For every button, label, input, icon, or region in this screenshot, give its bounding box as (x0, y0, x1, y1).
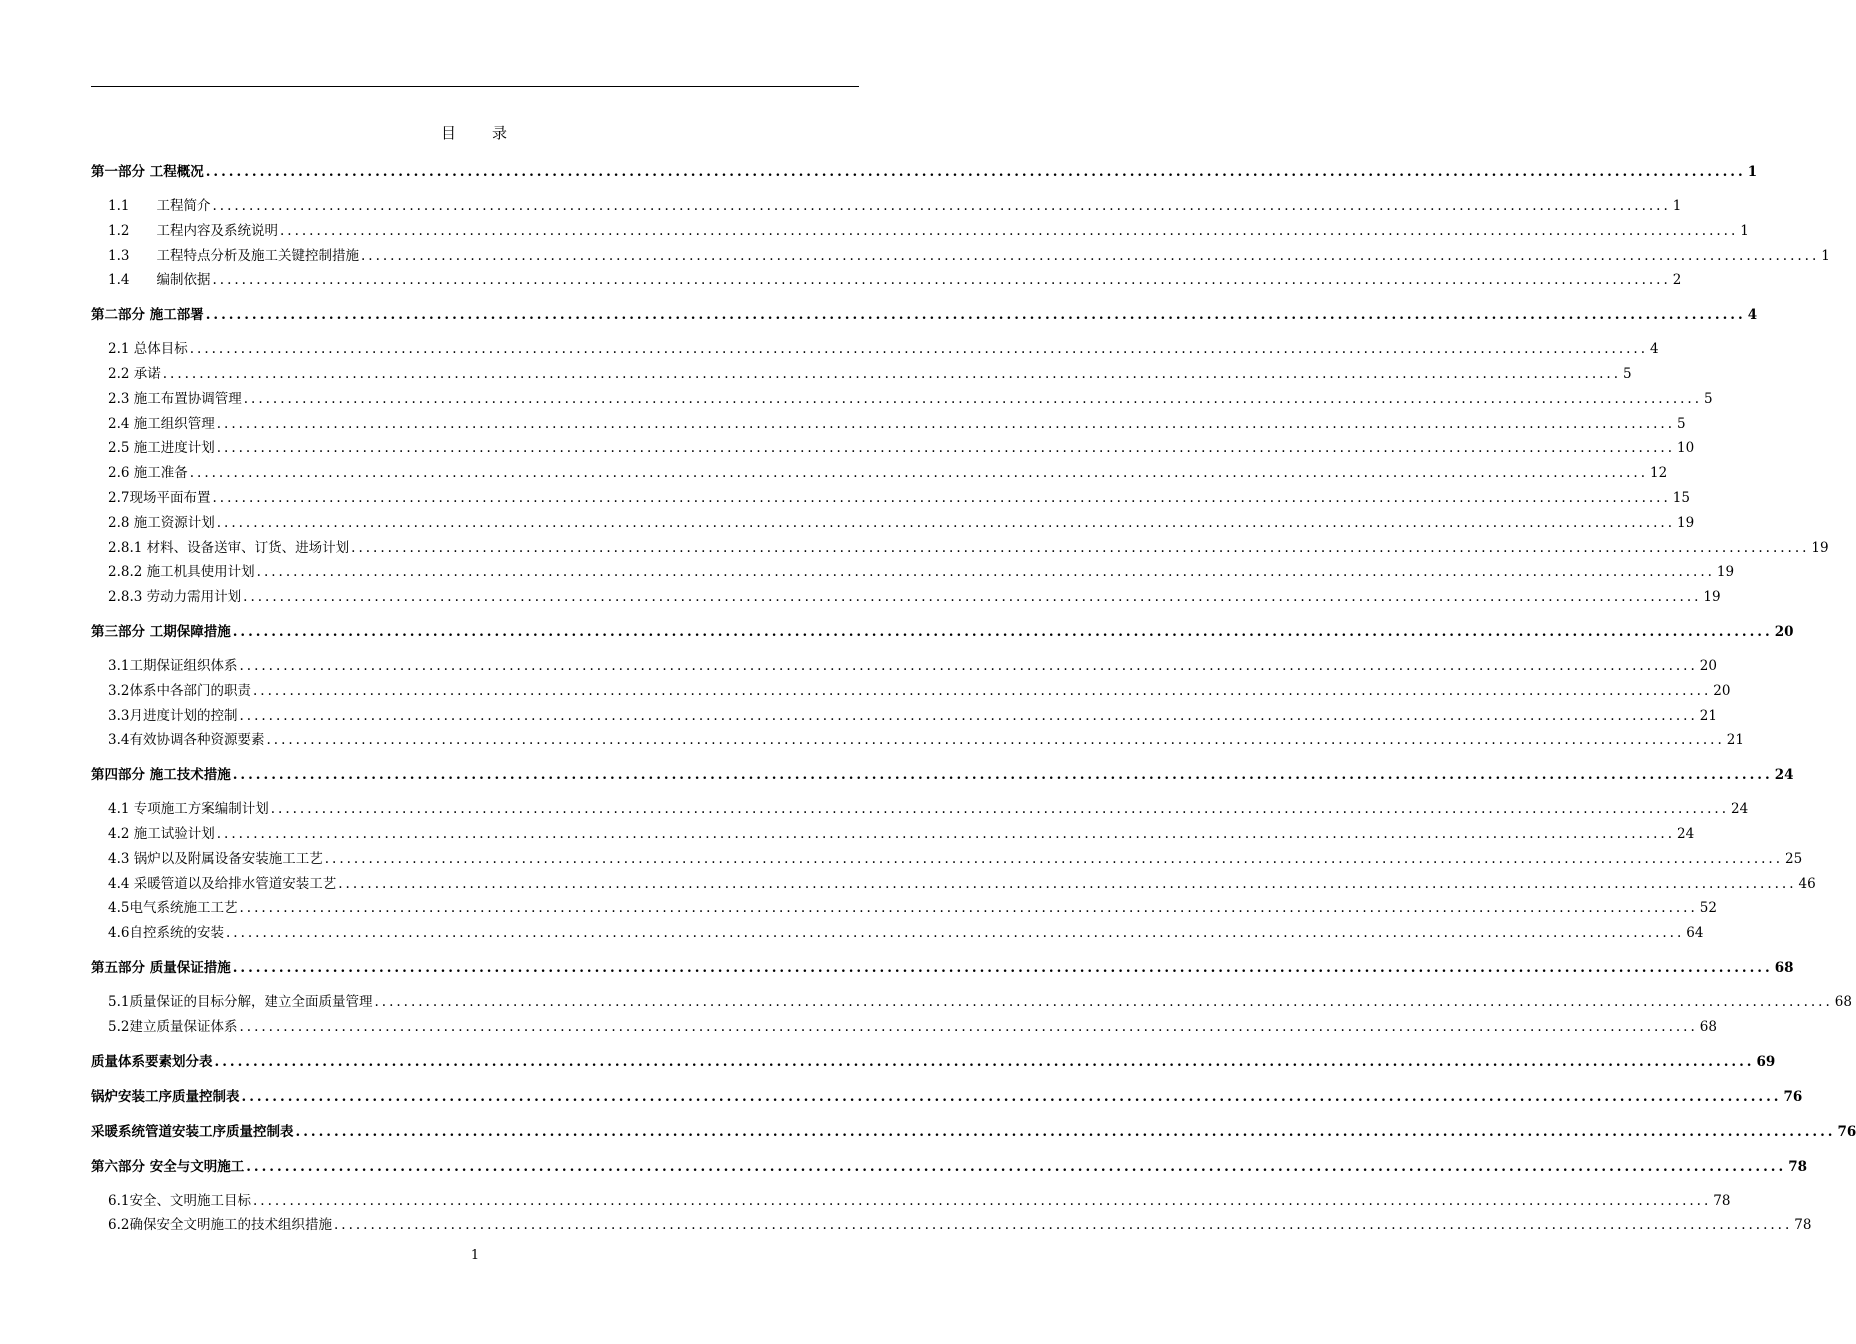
toc-leader-dots: ........................................................................................................................................................................................................ (216, 415, 1676, 432)
toc-entry-page: 68 (1699, 1018, 1717, 1035)
toc-leader-dots: ........................................................................................................................................................................................................ (270, 801, 1730, 818)
toc-entry-page: 68 (1774, 959, 1794, 976)
toc-entry-label: 4.4 采暖管道以及给排水管道安装工艺 (108, 875, 337, 892)
toc-entry-page: 19 (1716, 564, 1735, 581)
toc-entry-label: 6.1安全、文明施工目标 (108, 1192, 251, 1209)
toc-leader-dots: ........................................................................................................................................................................................................ (279, 222, 1739, 239)
toc-entry-page: 1 (1747, 164, 1758, 180)
toc-subsection-entry[interactable] (91, 194, 1682, 219)
toc-subsection-entry[interactable] (91, 268, 1682, 293)
toc-leader-dots: ........................................................................................................................................................................................................ (246, 1158, 1787, 1175)
toc-section-entry[interactable] (91, 1050, 1776, 1075)
toc-entry-page: 24 (1677, 825, 1695, 842)
toc-entry-label: 1.4 编制依据 (108, 272, 211, 289)
toc-leader-dots: ........................................................................................................................................................................................................ (189, 465, 1649, 482)
toc-entry-page: 25 (1785, 850, 1803, 867)
toc-section-entry[interactable] (91, 303, 1758, 328)
toc-subsection-entry[interactable] (91, 1213, 1812, 1238)
toc-subsection-entry[interactable] (91, 1015, 1717, 1040)
toc-entry-page: 5 (1623, 365, 1632, 382)
toc-leader-dots: ........................................................................................................................................................................................................ (252, 682, 1712, 699)
toc-subsection-entry[interactable] (91, 822, 1695, 847)
toc-leader-dots: ........................................................................................................................................................................................................ (162, 365, 1622, 382)
toc-subsection-entry[interactable] (91, 387, 1713, 412)
toc-entry-label: 第一部分 工程概况 (91, 164, 204, 180)
toc-entry-page: 21 (1699, 707, 1717, 724)
toc-entry-page: 78 (1713, 1192, 1731, 1209)
toc-entry-page: 20 (1699, 657, 1717, 674)
toc-leader-dots: ........................................................................................................................................................................................................ (239, 900, 1698, 917)
toc-entry-page: 5 (1677, 415, 1686, 432)
toc-leader-dots: ........................................................................................................................................................................................................ (266, 732, 1725, 749)
toc-subsection-entry[interactable] (91, 362, 1632, 387)
toc-section-entry[interactable] (91, 1120, 1856, 1145)
toc-entry-label: 4.3 锅炉以及附属设备安装施工工艺 (108, 850, 323, 867)
toc-entry-label: 1.3 工程特点分析及施工关键控制措施 (108, 247, 359, 264)
toc-entry-page: 69 (1756, 1053, 1776, 1070)
toc-subsection-entry[interactable] (91, 536, 1829, 561)
toc-leader-dots: ........................................................................................................................................................................................................ (239, 707, 1698, 724)
toc-subsection-entry[interactable] (91, 486, 1690, 511)
toc-entry-page: 19 (1677, 514, 1695, 531)
toc-subsection-entry[interactable] (91, 511, 1695, 536)
toc-entry-page: 68 (1834, 993, 1852, 1010)
toc-entry-label: 2.8.3 劳动力需用计划 (108, 589, 242, 606)
toc-leader-dots: ........................................................................................................................................................................................................ (232, 959, 1773, 976)
toc-subsection-entry[interactable] (91, 704, 1717, 729)
toc-subsection-entry[interactable] (91, 990, 1852, 1015)
toc-entry-label: 3.2体系中各部门的职责 (108, 682, 251, 699)
toc-entry-page: 46 (1798, 875, 1816, 892)
toc-entry-label: 2.8.1 材料、设备送审、订货、进场计划 (108, 539, 350, 556)
toc-subsection-entry[interactable] (91, 896, 1717, 921)
toc-entry-label: 锅炉安装工序质量控制表 (91, 1088, 240, 1105)
toc-subsection-entry[interactable] (91, 436, 1695, 461)
toc-leader-dots: ........................................................................................................................................................................................................ (360, 247, 1820, 264)
toc-subsection-entry[interactable] (91, 560, 1735, 585)
toc-entry-label: 第六部分 安全与文明施工 (91, 1158, 245, 1175)
toc-entry-label: 2.7现场平面布置 (108, 489, 211, 506)
toc-entry-label: 1.2 工程内容及系统说明 (108, 222, 278, 239)
toc-section-entry[interactable] (91, 1155, 1807, 1180)
toc-section-entry[interactable] (91, 160, 1758, 185)
table-of-contents (91, 160, 1856, 1238)
toc-entry-page: 78 (1794, 1217, 1812, 1234)
toc-leader-dots: ........................................................................................................................................................................................................ (232, 767, 1773, 784)
toc-leader-dots: ........................................................................................................................................................................................................ (243, 390, 1703, 407)
toc-leader-dots: ........................................................................................................................................................................................................ (212, 272, 1671, 289)
toc-entry-label: 3.4有效协调各种资源要素 (108, 732, 265, 749)
toc-subsection-entry[interactable] (91, 461, 1668, 486)
toc-leader-dots: ........................................................................................................................................................................................................ (232, 623, 1773, 640)
toc-leader-dots: ........................................................................................................................................................................................................ (225, 925, 1685, 942)
toc-entry-label: 2.3 施工布置协调管理 (108, 390, 242, 407)
toc-leader-dots: ........................................................................................................................................................................................................ (252, 1192, 1712, 1209)
toc-leader-dots: ........................................................................................................................................................................................................ (212, 489, 1671, 506)
toc-entry-page: 78 (1788, 1158, 1807, 1175)
toc-leader-dots: ........................................................................................................................................................................................................ (189, 341, 1649, 358)
toc-subsection-entry[interactable] (91, 585, 1721, 610)
toc-section-entry[interactable] (91, 1085, 1803, 1110)
toc-entry-label: 1.1 工程简介 (108, 198, 211, 214)
toc-subsection-entry[interactable] (91, 412, 1686, 437)
toc-subsection-entry[interactable] (91, 337, 1659, 362)
toc-subsection-entry[interactable] (91, 847, 1803, 872)
toc-subsection-entry[interactable] (91, 219, 1749, 244)
toc-title-text: 目 录 (440, 124, 509, 142)
toc-leader-dots: ........................................................................................................................................................................................................ (205, 164, 1746, 180)
toc-entry-label: 2.6 施工准备 (108, 465, 188, 482)
toc-entry-label: 4.2 施工试验计划 (108, 825, 215, 842)
toc-entry-label: 3.3月进度计划的控制 (108, 707, 238, 724)
toc-section-entry[interactable] (91, 956, 1794, 981)
toc-entry-label: 3.1工期保证组织体系 (108, 657, 238, 674)
toc-entry-label: 5.1质量保证的目标分解，建立全面质量管理 (108, 993, 373, 1010)
toc-entry-page: 1 (1672, 198, 1682, 214)
toc-entry-page: 12 (1650, 465, 1668, 482)
toc-leader-dots: ........................................................................................................................................................................................................ (351, 539, 1810, 556)
toc-subsection-entry[interactable] (91, 921, 1704, 946)
toc-entry-label: 第四部分 施工技术措施 (91, 767, 231, 784)
toc-entry-label: 质量体系要素划分表 (91, 1053, 213, 1070)
toc-entry-page: 1 (1740, 222, 1749, 239)
toc-entry-label: 4.5电气系统施工工艺 (108, 900, 238, 917)
toc-subsection-entry[interactable] (91, 679, 1731, 704)
toc-entry-page: 76 (1837, 1123, 1856, 1140)
toc-subsection-entry[interactable] (91, 654, 1717, 679)
toc-entry-page: 19 (1703, 589, 1721, 606)
toc-entry-label: 6.2确保安全文明施工的技术组织措施 (108, 1217, 332, 1234)
toc-leader-dots: ........................................................................................................................................................................................................ (239, 657, 1698, 674)
toc-entry-label: 2.8.2 施工机具使用计划 (108, 564, 255, 581)
toc-leader-dots: ........................................................................................................................................................................................................ (216, 825, 1676, 842)
toc-leader-dots: ........................................................................................................................................................................................................ (216, 440, 1676, 457)
toc-entry-label: 4.1 专项施工方案编制计划 (108, 801, 269, 818)
toc-entry-page: 64 (1686, 925, 1704, 942)
toc-leader-dots: ........................................................................................................................................................................................................ (324, 850, 1784, 867)
page-number: 1 (470, 1248, 480, 1263)
toc-entry-page: 20 (1774, 623, 1794, 640)
toc-entry-page: 4 (1747, 307, 1758, 324)
toc-entry-page: 15 (1672, 489, 1690, 506)
toc-entry-label: 4.6自控系统的安装 (108, 925, 224, 942)
toc-section-entry[interactable] (91, 763, 1794, 788)
toc-entry-page: 19 (1811, 539, 1829, 556)
toc-subsection-entry[interactable] (91, 797, 1749, 822)
toc-subsection-entry[interactable] (91, 728, 1744, 753)
toc-entry-label: 2.5 施工进度计划 (108, 440, 215, 457)
toc-entry-page: 21 (1726, 732, 1744, 749)
toc-leader-dots: ........................................................................................................................................................................................................ (212, 198, 1671, 214)
toc-entry-label: 5.2建立质量保证体系 (108, 1018, 238, 1035)
toc-leader-dots: ........................................................................................................................................................................................................ (374, 993, 1833, 1010)
toc-subsection-entry[interactable] (91, 1189, 1731, 1214)
toc-leader-dots: ........................................................................................................................................................................................................ (256, 564, 1715, 581)
toc-entry-page: 5 (1704, 390, 1713, 407)
toc-entry-page: 24 (1774, 767, 1794, 784)
toc-section-entry[interactable] (91, 620, 1794, 645)
toc-entry-label: 第三部分 工期保障措施 (91, 623, 231, 640)
toc-entry-label: 2.4 施工组织管理 (108, 415, 215, 432)
toc-entry-page: 24 (1731, 801, 1749, 818)
toc-entry-page: 52 (1699, 900, 1717, 917)
toc-entry-page: 4 (1650, 341, 1659, 358)
toc-subsection-entry[interactable] (91, 872, 1816, 897)
toc-entry-label: 2.1 总体目标 (108, 341, 188, 358)
toc-leader-dots: ........................................................................................................................................................................................................ (333, 1217, 1793, 1234)
toc-leader-dots: ........................................................................................................................................................................................................ (295, 1123, 1836, 1140)
toc-entry-page: 20 (1713, 682, 1731, 699)
toc-leader-dots: ........................................................................................................................................................................................................ (214, 1053, 1755, 1070)
toc-entry-page: 76 (1783, 1088, 1803, 1105)
toc-entry-page: 10 (1677, 440, 1695, 457)
toc-entry-page: 2 (1672, 272, 1682, 289)
toc-leader-dots: ........................................................................................................................................................................................................ (216, 514, 1676, 531)
toc-entry-label: 采暖系统管道安装工序质量控制表 (91, 1123, 294, 1140)
toc-leader-dots: ........................................................................................................................................................................................................ (338, 875, 1797, 892)
header-rule (91, 86, 859, 87)
toc-entry-label: 第五部分 质量保证措施 (91, 959, 231, 976)
toc-leader-dots: ........................................................................................................................................................................................................ (241, 1088, 1782, 1105)
toc-subsection-entry[interactable] (91, 244, 1830, 269)
toc-entry-page: 1 (1821, 247, 1830, 264)
toc-leader-dots: ........................................................................................................................................................................................................ (205, 307, 1746, 324)
toc-entry-label: 第二部分 施工部署 (91, 307, 204, 324)
toc-title (0, 122, 950, 143)
toc-entry-label: 2.2 承诺 (108, 365, 161, 382)
toc-entry-label: 2.8 施工资源计划 (108, 514, 215, 531)
toc-leader-dots: ........................................................................................................................................................................................................ (243, 589, 1702, 606)
toc-leader-dots: ........................................................................................................................................................................................................ (239, 1018, 1698, 1035)
